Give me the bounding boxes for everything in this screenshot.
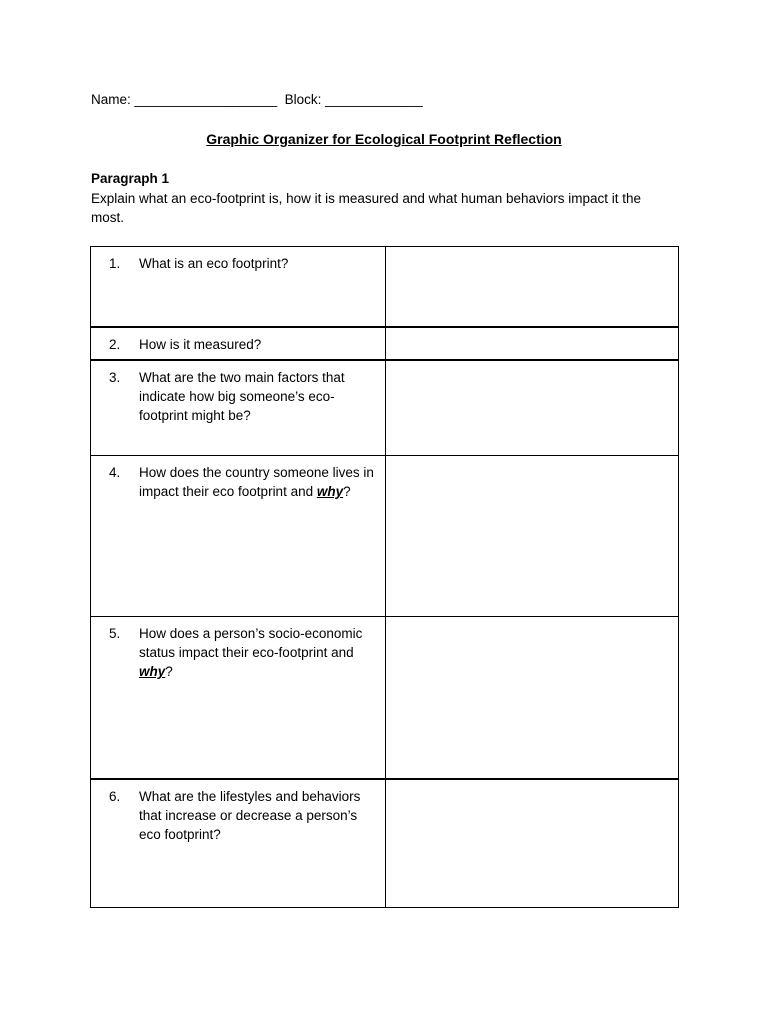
organizer-table bbox=[90, 246, 679, 908]
question-text bbox=[139, 463, 385, 501]
question-row-5 bbox=[91, 617, 679, 779]
question-mark: ? bbox=[165, 664, 173, 679]
question-row-4 bbox=[91, 456, 679, 617]
question-cell bbox=[91, 247, 386, 327]
question-row-6 bbox=[91, 779, 679, 908]
question-number: 1. bbox=[109, 256, 121, 271]
question-row-3 bbox=[91, 360, 679, 456]
question-number: 4. bbox=[109, 465, 121, 480]
question-cell bbox=[91, 360, 386, 456]
question-cell bbox=[91, 327, 386, 360]
question-row-1 bbox=[91, 247, 679, 327]
question-text: What is an eco footprint? bbox=[139, 256, 289, 271]
question-row-2 bbox=[91, 327, 679, 360]
question-cell bbox=[91, 779, 386, 908]
question-cell bbox=[91, 617, 386, 779]
question-text-part: How does a person’s socio-economic status impact their eco-footprint and bbox=[139, 626, 363, 660]
answer-cell-1[interactable] bbox=[386, 247, 679, 327]
emphasis-why: why bbox=[316, 484, 344, 499]
name-block-line: Name: ___________________ Block: _____________ bbox=[91, 92, 423, 107]
emphasis-why: why bbox=[139, 664, 166, 679]
question-text: What are the two main factors that indicate how big someone’s eco-footprint might be? bbox=[139, 369, 345, 423]
answer-cell-2[interactable] bbox=[386, 327, 679, 360]
answer-cell-5[interactable] bbox=[386, 617, 679, 779]
question-cell bbox=[91, 456, 386, 617]
question-text: What are the lifestyles and behaviors that increase or decrease a person’s eco footprint? bbox=[139, 788, 361, 842]
question-text bbox=[139, 624, 385, 681]
question-mark: ? bbox=[343, 484, 351, 499]
question-number: 6. bbox=[109, 788, 121, 804]
question-text-part: How does the country someone lives in impact their eco footprint and bbox=[139, 465, 374, 499]
question-number: 3. bbox=[109, 369, 121, 385]
question-number: 5. bbox=[109, 626, 121, 641]
question-number: 2. bbox=[109, 336, 121, 352]
paragraph-heading: Paragraph 1 bbox=[91, 171, 170, 186]
answer-cell-3[interactable] bbox=[386, 360, 679, 456]
answer-cell-6[interactable] bbox=[386, 779, 679, 908]
page-title: Graphic Organizer for Ecological Footprint Reflection bbox=[206, 131, 562, 147]
paragraph-instructions: Explain what an eco-footprint is, how it is measured and what human behaviors impact it the most. bbox=[91, 191, 642, 225]
answer-cell-4[interactable] bbox=[386, 456, 679, 617]
question-text: How is it measured? bbox=[139, 336, 262, 352]
